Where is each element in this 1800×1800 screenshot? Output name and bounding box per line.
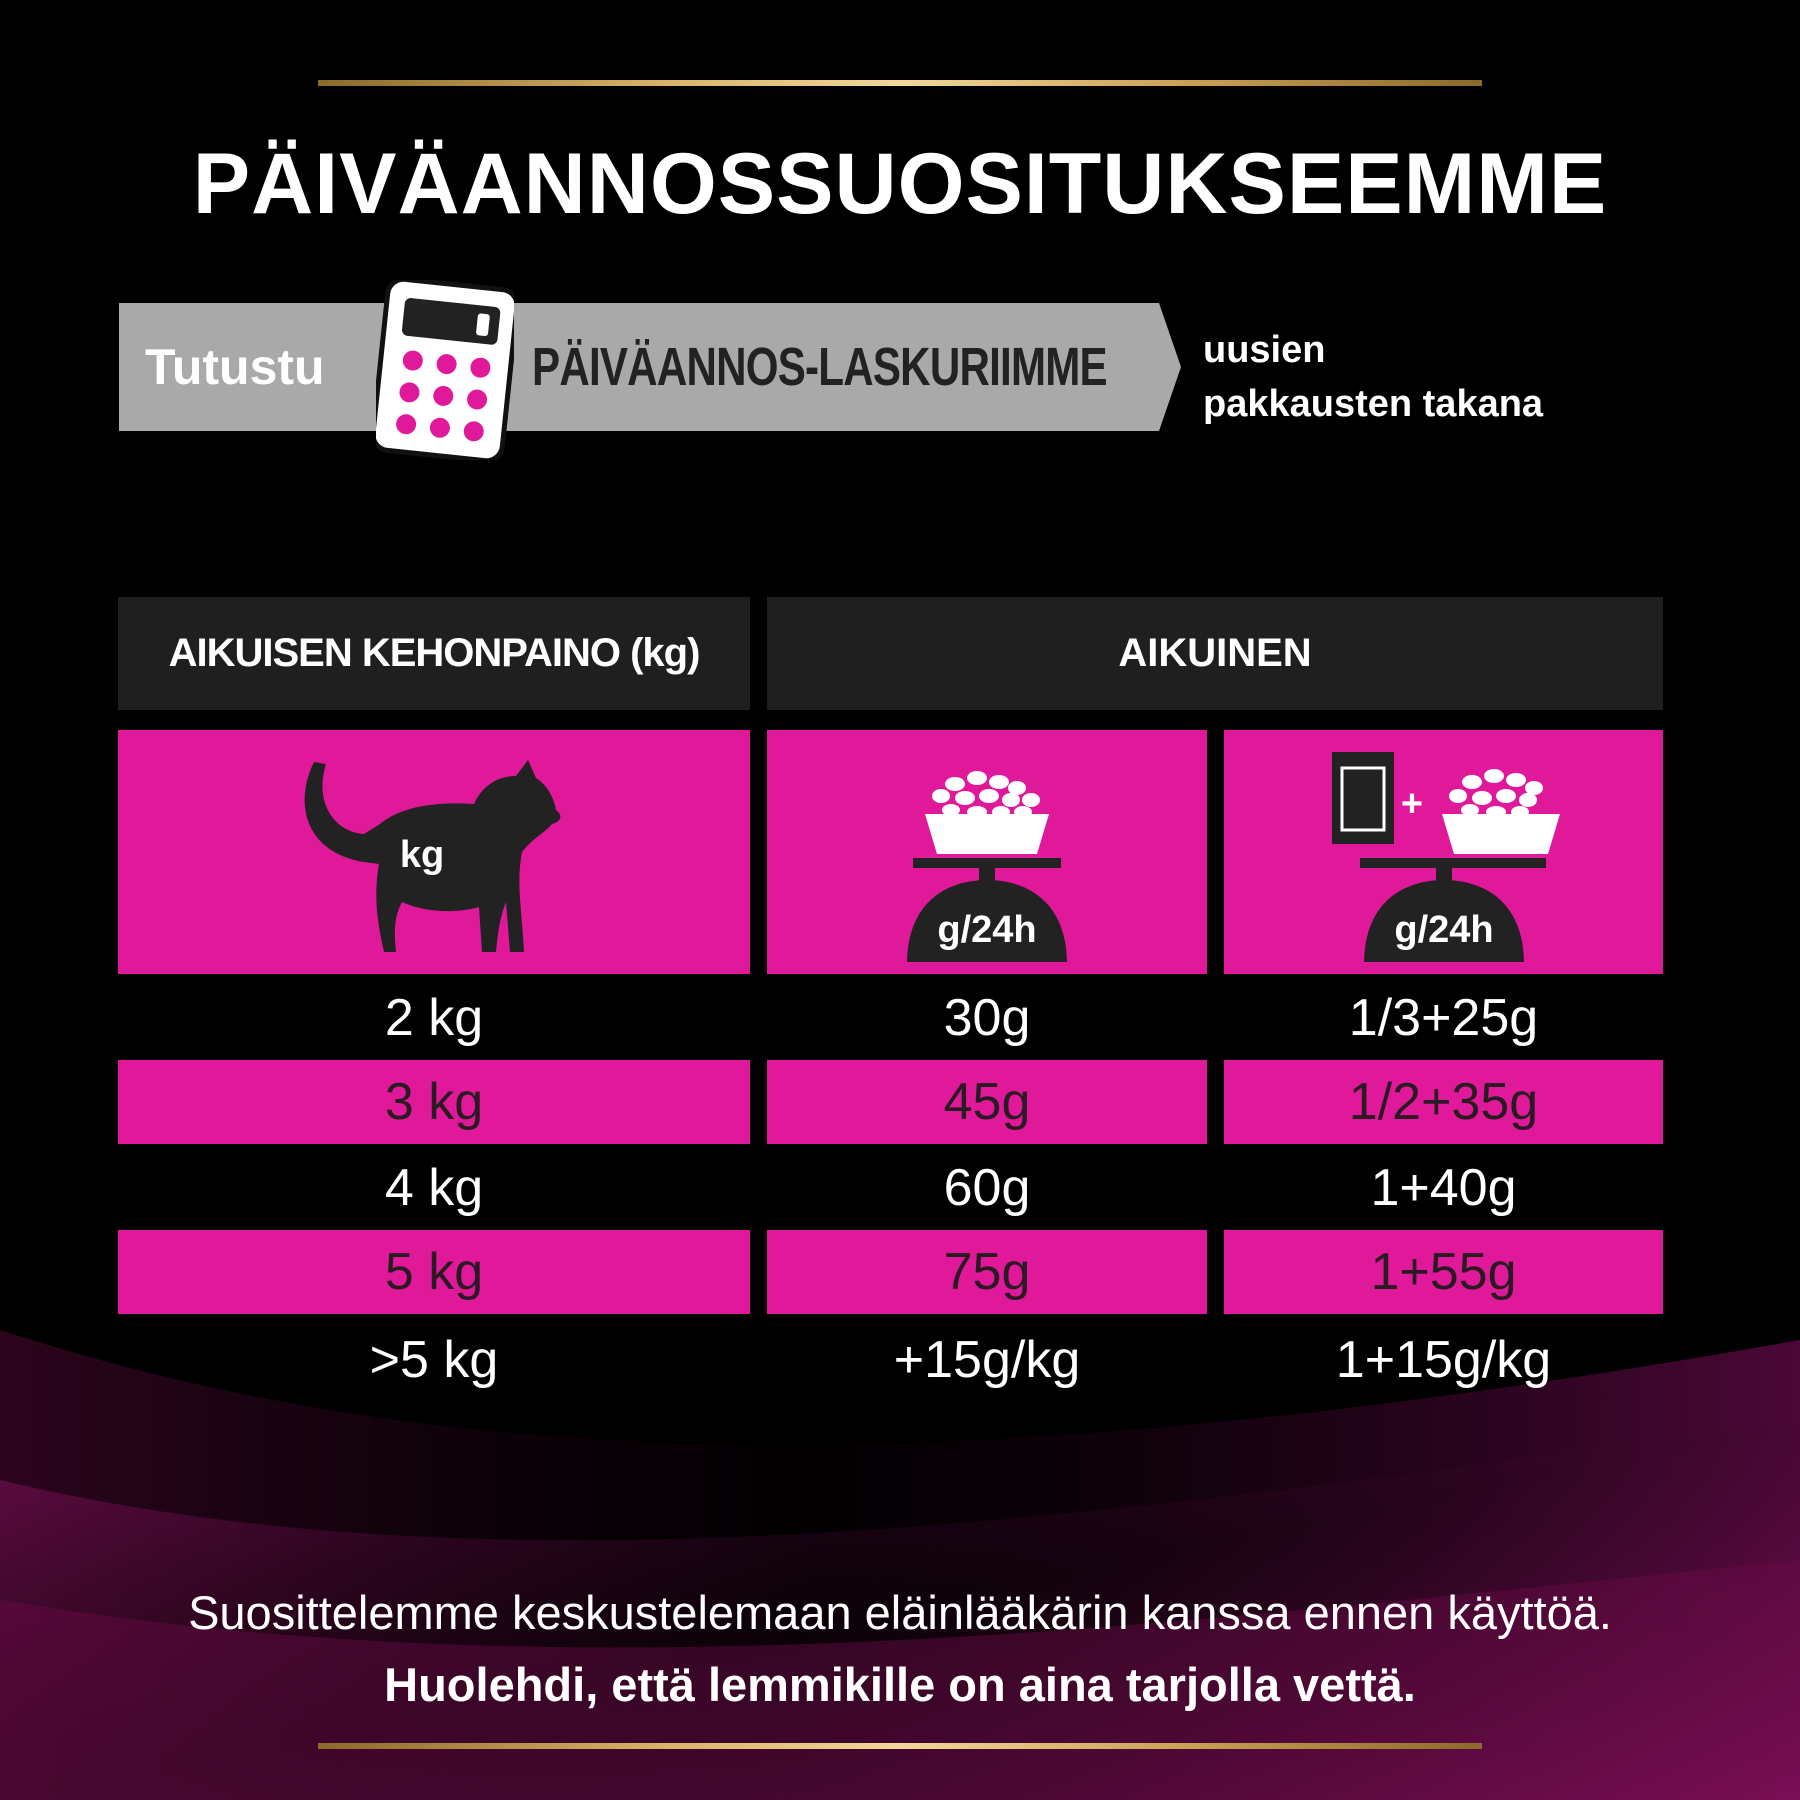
- svg-text:+: +: [1400, 783, 1423, 825]
- header-body-weight: AIKUISEN KEHONPAINO (kg): [118, 597, 750, 710]
- cat-icon: [284, 742, 584, 962]
- banner-side-line1: uusien: [1203, 329, 1326, 371]
- calculator-icon: [376, 280, 514, 460]
- icon-cell-mixed: [1224, 730, 1663, 974]
- table-row-3-dry: 60g: [943, 1159, 1031, 1217]
- table-row-5-mixed: 1+15g/kg: [1335, 1331, 1552, 1389]
- table-row-1-mixed: 1/3+25g: [1348, 989, 1539, 1047]
- table-row-2-dry: 45g: [767, 1060, 1207, 1144]
- banner-highlight-text: PÄIVÄANNOS-LASKURIIMME: [532, 337, 1107, 397]
- table-row-4-dry: 75g: [767, 1230, 1207, 1314]
- table-row-3-mixed: 1+40g: [1370, 1159, 1517, 1217]
- gold-divider-bottom: [318, 1743, 1482, 1749]
- table-row-3-weight: 4 kg: [384, 1159, 484, 1217]
- weight-icon-label: kg: [399, 834, 445, 876]
- dry-food-scale-icon: [877, 742, 1097, 962]
- table-row-5-weight: >5 kg: [369, 1331, 499, 1389]
- table-row-1-dry: 30g: [943, 989, 1031, 1047]
- water-note: Huolehdi, että lemmikille on aina tarjolla vettä.: [384, 1658, 1416, 1711]
- table-row-4-mixed: 1+55g: [1224, 1230, 1663, 1314]
- icon-cell-weight: [118, 730, 750, 974]
- table-row-2-mixed: 1/2+35g: [1224, 1060, 1663, 1144]
- table-row-4-weight: 5 kg: [118, 1230, 750, 1314]
- table-row-1-weight: 2 kg: [384, 989, 484, 1047]
- banner-lead-text: Tutustu: [145, 339, 325, 395]
- banner-side-text: [1203, 323, 1543, 431]
- banner-side-line2: pakkausten takana: [1203, 383, 1544, 425]
- table-row-5-dry: +15g/kg: [893, 1331, 1081, 1389]
- vet-recommendation-note: Suosittelemme keskustelemaan eläinlääkärin kanssa ennen käyttöä.: [188, 1586, 1612, 1639]
- mixed-icon-label: g/24h: [1393, 909, 1494, 951]
- header-adult: AIKUINEN: [767, 597, 1663, 710]
- page-title: PÄIVÄANNOSSUOSITUKSEEMME: [192, 136, 1608, 232]
- gold-divider-top: [318, 80, 1482, 86]
- icon-cell-dry: [767, 730, 1207, 974]
- mixed-food-scale-icon: [1324, 742, 1564, 962]
- table-row-2-weight: 3 kg: [118, 1060, 750, 1144]
- dry-icon-label: g/24h: [937, 909, 1037, 951]
